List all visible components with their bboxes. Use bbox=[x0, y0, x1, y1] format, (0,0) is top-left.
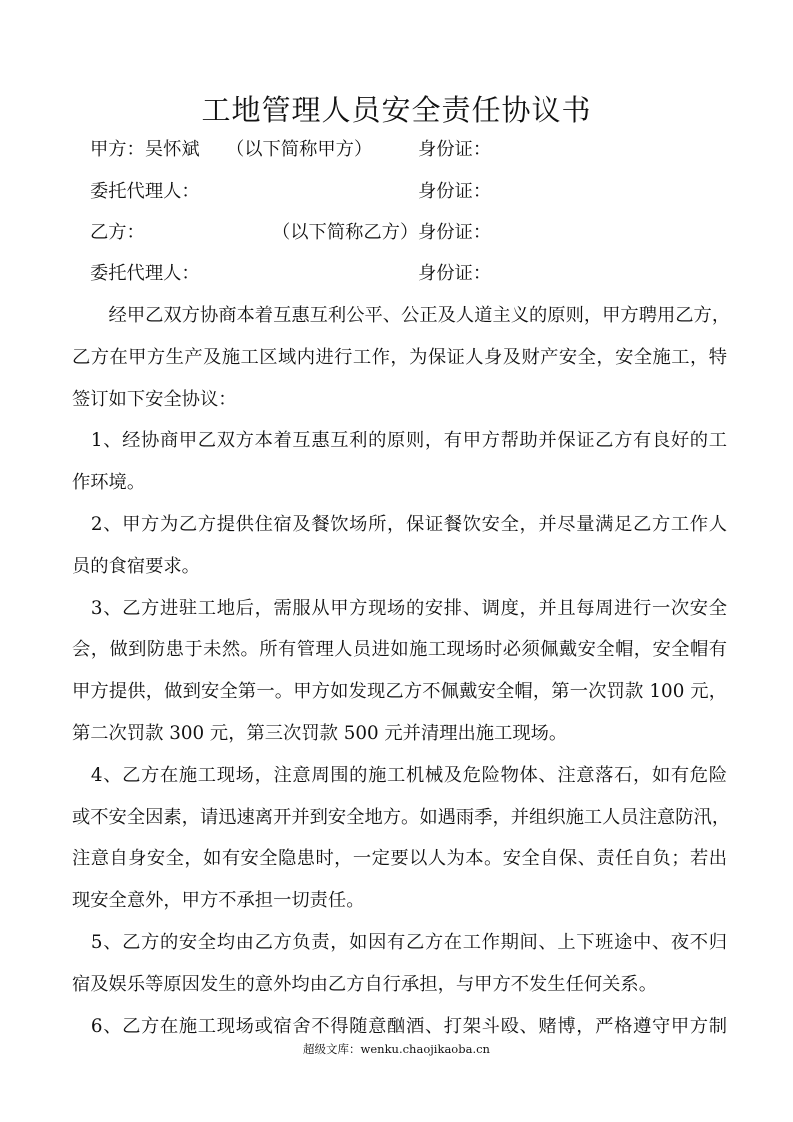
party-label: 委托代理人： bbox=[90, 263, 200, 284]
paragraph-line: 或不安全因素，请迅速离开并到安全地方。如遇雨季，并组织施工人员注意防汛， bbox=[72, 807, 731, 828]
paragraph-line: 签订如下安全协议： bbox=[72, 389, 237, 410]
id-card-label: 身份证： bbox=[418, 139, 492, 160]
paragraph-line: 经甲乙双方协商本着互惠互利公平、公正及人道主义的原则，甲方聘用乙方， bbox=[72, 305, 731, 326]
party-label: 委托代理人： bbox=[90, 181, 200, 202]
paragraph-line: 会，做到防患于未然。所有管理人员进如施工现场时必须佩戴安全帽，安全帽有 bbox=[72, 639, 727, 660]
paragraph-line: 3、乙方进驻工地后，需服从甲方现场的安排、调度，并且每周进行一次安全 bbox=[72, 598, 727, 619]
party-label: 甲方：吴怀斌 bbox=[90, 139, 200, 160]
paragraph-line: 1、经协商甲乙双方本着互惠互利的原则，有甲方帮助并保证乙方有良好的工 bbox=[72, 430, 727, 451]
paragraph-line: 5、乙方的安全均由乙方负责，如因有乙方在工作期间、上下班途中、夜不归 bbox=[72, 932, 727, 953]
paragraph-line: 甲方提供，做到安全第一。甲方如发现乙方不佩戴安全帽，第一次罚款 100 元， bbox=[72, 681, 727, 702]
paragraph-line: 员的食宿要求。 bbox=[72, 556, 200, 577]
party-abbreviation: （以下简称乙方） bbox=[272, 222, 419, 243]
paragraph-line: 作环境。 bbox=[72, 472, 146, 493]
paragraph-line: 注意自身安全，如有安全隐患时，一定要以人为本。安全自保、责任自负；若出 bbox=[72, 848, 727, 869]
paragraph-line: 宿及娱乐等原因发生的意外均由乙方自行承担，与甲方不发生任何关系。 bbox=[72, 974, 657, 995]
paragraph-line: 乙方在甲方生产及施工区域内进行工作，为保证人身及财产安全，安全施工，特 bbox=[72, 347, 727, 368]
id-card-label: 身份证： bbox=[418, 181, 492, 202]
paragraph-line: 4、乙方在施工现场，注意周围的施工机械及危险物体、注意落石，如有危险 bbox=[72, 765, 727, 786]
paragraph-line: 第二次罚款 300 元，第三次罚款 500 元并清理出施工现场。 bbox=[72, 723, 568, 744]
paragraph-line: 现安全意外，甲方不承担一切责任。 bbox=[72, 890, 365, 911]
paragraph-line: 2、甲方为乙方提供住宿及餐饮场所，保证餐饮安全，并尽量满足乙方工作人 bbox=[72, 514, 727, 535]
party-label: 乙方： bbox=[90, 222, 145, 243]
id-card-label: 身份证： bbox=[418, 263, 492, 284]
paragraph-line: 6、乙方在施工现场或宿舍不得随意酗酒、打架斗殴、赌博，严格遵守甲方制 bbox=[72, 1016, 727, 1037]
document-title: 工地管理人员安全责任协议书 bbox=[201, 93, 592, 127]
id-card-label: 身份证： bbox=[418, 222, 492, 243]
party-abbreviation: （以下简称甲方） bbox=[226, 139, 373, 160]
footer-watermark: 超级文库：wenku.chaojikaoba.cn bbox=[303, 1042, 490, 1056]
